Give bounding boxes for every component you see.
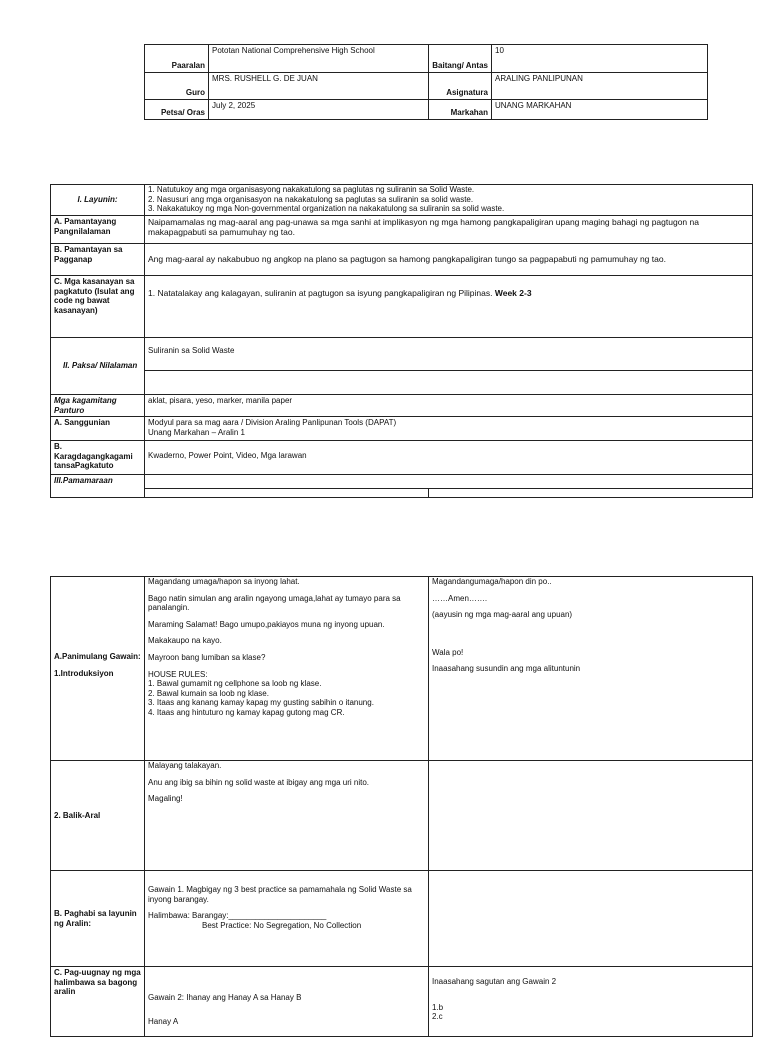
- pamantayang-label: A. Pamantayang Pangnilalaman: [51, 216, 145, 244]
- student-line: Inaasahang susundin ang mga alituntunin: [432, 664, 581, 674]
- house-rule: 4. Itaas ang hintuturo ng kamay kapag gutong mag CR.: [148, 707, 345, 717]
- teacher-line: Maraming Salamat! Bago umupo,pakiayos muna ng inyong upuan.: [148, 619, 385, 629]
- layunin-item: 1. Natutukoy ang mga organisasyong nakakatulong sa paglutas ng suliranin sa Solid Waste.: [148, 185, 475, 194]
- teacher-line: Magandang umaga/hapon sa inyong lahat.: [148, 577, 300, 586]
- pag-uugnay-teacher: [145, 967, 429, 1037]
- layunin-label: I. Layunin:: [51, 185, 145, 216]
- paghabi-gawain: Gawain 1. Magbigay ng 3 best practice sa pamamahala ng Solid Waste sa inyong barangay.: [148, 885, 412, 904]
- baitang-label: Baitang/ Antas: [429, 45, 492, 73]
- sanggunian-cell: [145, 417, 753, 441]
- petsa-label: Petsa/ Oras: [145, 100, 209, 120]
- introduksiyon-label: 1.Introduksiyon: [54, 668, 114, 678]
- kagamitang-label: Mga kagamitang Panturo: [51, 395, 145, 417]
- kasanayan-cell: [145, 276, 753, 338]
- baitang-value: 10: [492, 45, 708, 73]
- kasanayan-week: Week 2-3: [494, 288, 532, 298]
- asignatura-value: ARALING PANLIPUNAN: [492, 73, 708, 100]
- asignatura-label: Asignatura: [429, 73, 492, 100]
- house-rule: 1. Bawal gumamit ng cellphone sa loob ng klase.: [148, 679, 322, 689]
- paksa-blank: [145, 371, 753, 395]
- balik-label: 2. Balik-Aral: [51, 761, 145, 871]
- student-line: Wala po!: [432, 647, 464, 657]
- teacher-line: Bago natin simulan ang aralin ngayong umaga,lahat ay tumayo para sa panalangin.: [148, 593, 401, 613]
- paghabi-best-practice: Best Practice: No Segregation, No Collection: [202, 920, 362, 930]
- paghabi-label: B. Paghabi sa layunin ng Aralin:: [51, 871, 145, 967]
- paaralan-value: Pototan National Comprehensive High School: [209, 45, 429, 73]
- layunin-list: [145, 185, 753, 216]
- kagamitang-value: aklat, pisara, yeso, marker, manila paper: [145, 395, 753, 417]
- student-line: Magandangumaga/hapon din po..: [432, 577, 552, 586]
- pamamaraan-student-blank: [429, 489, 753, 498]
- layunin-item: 3. Nakakatukoy ng mga Non-governmental organization na nakakatulong sa suliranin sa solid waste.: [148, 204, 505, 214]
- sanggunian-label: A. Sanggunian: [51, 417, 145, 441]
- layunin-item: 2. Nasusuri ang mga organisasyon na nakakatulong sa paglutas sa suliranin sa solid waste.: [148, 194, 474, 204]
- paghabi-teacher: [145, 871, 429, 967]
- kasanayan-label: C. Mga kasanayan sa pagkatuto (Isulat ang code ng bawat kasanayan): [51, 276, 145, 338]
- house-rules-title: HOUSE RULES:: [148, 669, 208, 679]
- sagutan-label: Inaasahang sagutan ang Gawain 2: [432, 977, 557, 986]
- paksa-value: Suliranin sa Solid Waste: [145, 338, 753, 371]
- guro-label: Guro: [145, 73, 209, 100]
- paghabi-halimbawa: Halimbawa: Barangay:______________________: [148, 911, 327, 921]
- paaralan-label: Paaralan: [145, 45, 209, 73]
- panimulang-cell: [51, 577, 145, 761]
- hanay-a-label: Hanay A: [148, 1016, 179, 1026]
- lesson-plan-table: [50, 184, 753, 498]
- karagdagang-value: Kwaderno, Power Point, Video, Mga larawan: [145, 441, 753, 475]
- pamamaraan-label: III.Pamamaraan: [51, 475, 145, 498]
- sanggunian-line: Modyul para sa mag aara / Division Araling Panlipunan Tools (DAPAT): [148, 418, 397, 428]
- petsa-value: July 2, 2025: [209, 100, 429, 120]
- pamamaraan-teacher-blank: [145, 489, 429, 498]
- panimulang-label: A.Panimulang Gawain:: [54, 651, 141, 661]
- balik-line: Anu ang ibig sa bihin ng solid waste at ibigay ang mga uri nito.: [148, 777, 370, 787]
- pag-uugnay-label: C. Pag-uugnay ng mga halimbawa sa bagong aralin: [51, 967, 145, 1037]
- gawain2-label: Gawain 2: Ihanay ang Hanay A sa Hanay B: [148, 993, 302, 1002]
- house-rule: 3. Itaas ang kanang kamay kapag my gusting sabihin o itanung.: [148, 698, 374, 708]
- karagdagang-label: B. Karagdagangkagami tansaPagkatuto: [51, 441, 145, 475]
- house-rule: 2. Bawal kumain sa loob ng klase.: [148, 688, 269, 698]
- teacher-line: Makakaupo na kayo.: [148, 636, 222, 646]
- sagot-item: 1.b: [432, 1002, 444, 1012]
- student-intro: [429, 577, 753, 761]
- student-line: ……Amen…….: [432, 593, 488, 603]
- pamantayang-value: Naipamamalas ng mag-aaral ang pag-unawa sa mga sanhi at implikasyon ng mga hamong pangkapaligiran upang maging bahagi ng pagtugon na makapagpabuti sa pamumuhay ng tao.: [145, 216, 753, 244]
- markahan-value: UNANG MARKAHAN: [492, 100, 708, 120]
- paksa-label: II. Paksa/ Nilalaman: [51, 338, 145, 395]
- student-line: (aayusin ng mga mag-aaral ang upuan): [432, 610, 573, 620]
- sanggunian-line: Unang Markahan – Aralin 1: [148, 427, 245, 437]
- header-table: [144, 44, 708, 120]
- guro-value: MRS. RUSHELL G. DE JUAN: [209, 73, 429, 100]
- pag-uugnay-student: [429, 967, 753, 1037]
- teacher-intro: [145, 577, 429, 761]
- markahan-label: Markahan: [429, 100, 492, 120]
- teacher-line: Mayroon bang lumiban sa klase?: [148, 652, 266, 662]
- balik-teacher: [145, 761, 429, 871]
- balik-line: Malayang talakayan.: [148, 761, 222, 770]
- balik-line: Magaling!: [148, 794, 183, 804]
- procedure-table: [50, 576, 753, 1037]
- sagot-item: 2.c: [432, 1012, 443, 1022]
- pagganap-label: B. Pamantayan sa Pagganap: [51, 244, 145, 276]
- pamamaraan-blank: [145, 475, 753, 489]
- kasanayan-value: 1. Natatalakay ang kalagayan, suliranin at pagtugon sa isyung pangkapaligiran ng Pilipinas.: [148, 288, 493, 298]
- pagganap-value: Ang mag-aaral ay nakabubuo ng angkop na plano sa pagtugon sa hamong pangkapaligiran tungo sa pagpapabuti ng pamumuhay ng tao.: [145, 244, 753, 276]
- balik-student: [429, 761, 753, 871]
- paghabi-student: [429, 871, 753, 967]
